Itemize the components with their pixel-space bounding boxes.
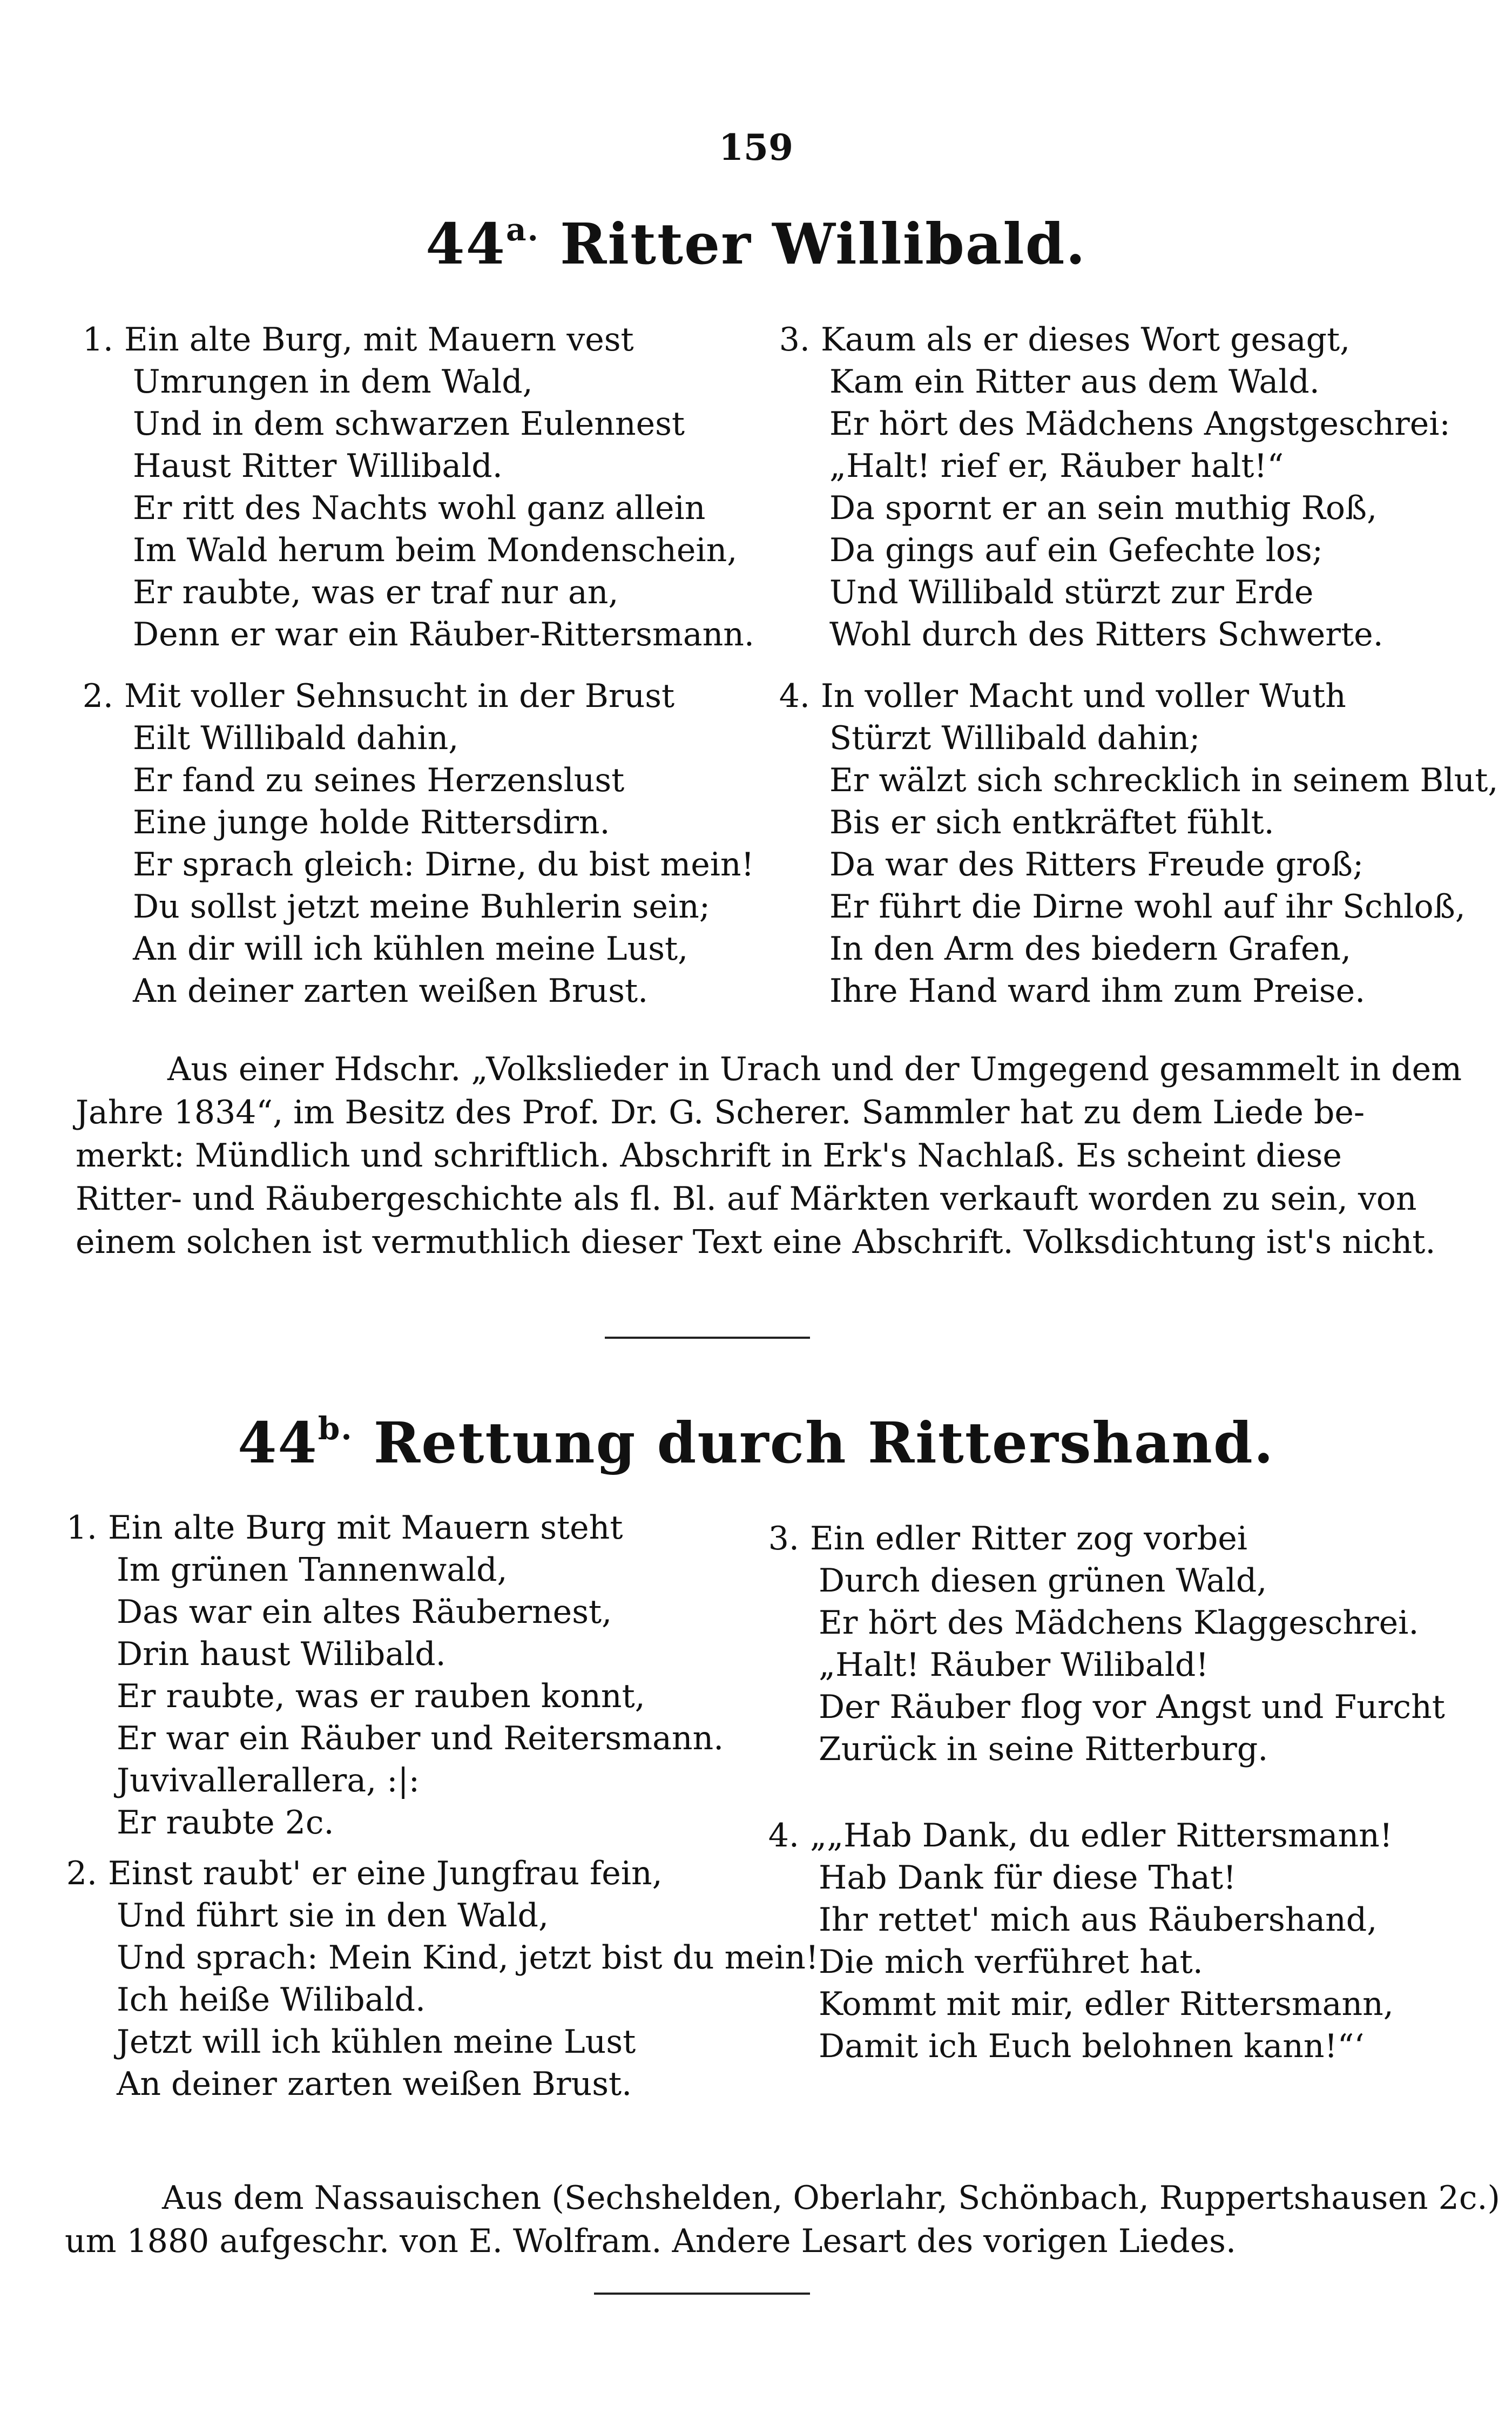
verse-line: Er war ein Räuber und Reitersmann. <box>117 1720 724 1757</box>
verse-line: Denn er war ein Räuber-Rittersmann. <box>133 616 754 653</box>
verse-line: In voller Macht und voller Wuth <box>821 677 1346 715</box>
stanza-number: 3. <box>779 321 810 359</box>
verse-line: Kaum als er dieses Wort gesagt, <box>821 321 1351 359</box>
stanza-number: 4. <box>779 677 810 715</box>
verse-line: An dir will ich kühlen meine Lust, <box>133 930 688 968</box>
verse-line: Und führt sie in den Wald, <box>117 1897 549 1934</box>
song-title-text: Rettung durch Rittershand. <box>373 1410 1274 1476</box>
stanza-44b-4 <box>767 1815 1394 2067</box>
verse-line: Er hört des Mädchens Angstgeschrei: <box>829 405 1450 443</box>
verse-line: Jetzt will ich kühlen meine Lust <box>117 2023 636 2061</box>
verse-line: Er raubte, was er rauben konnt, <box>117 1677 645 1715</box>
verse-line: Durch diesen grünen Wald, <box>819 1562 1267 1600</box>
verse-line: Du sollst jetzt meine Buhlerin sein; <box>133 888 710 926</box>
verse-line: Eine junge holde Rittersdirn. <box>133 804 610 841</box>
verse-line: Einst raubt' er eine Jungfrau fein, <box>108 1855 663 1892</box>
verse-line: Und Willibald stürzt zur Erde <box>829 574 1314 611</box>
verse-line: Er raubte 2c. <box>117 1804 334 1842</box>
verse-line: Zurück in seine Ritterburg. <box>819 1730 1268 1768</box>
song-title-text: Ritter Willibald. <box>560 211 1086 277</box>
song-suffix: a. <box>506 211 539 248</box>
verse-line: Kam ein Ritter aus dem Wald. <box>829 363 1320 401</box>
song-number: 44 <box>426 211 506 277</box>
verse-line: Er ritt des Nachts wohl ganz allein <box>133 489 706 527</box>
note-line: um 1880 aufgeschr. von E. Wolfram. Andere Lesart des vorigen Liedes. <box>65 2222 1237 2260</box>
verse-line: Wohl durch des Ritters Schwerte. <box>829 616 1383 653</box>
verse-line: Umrungen in dem Wald, <box>133 363 533 401</box>
note-line: Aus dem Nassauischen (Sechshelden, Oberlahr, Schönbach, Ruppertshausen 2c.) <box>162 2179 1500 2217</box>
verse-line: Ihre Hand ward ihm zum Preise. <box>829 972 1366 1010</box>
stanza-number: 2. <box>66 1855 97 1892</box>
song-title-44b <box>0 1410 1512 1476</box>
verse-line: „Halt! rief er, Räuber halt!“ <box>829 447 1284 485</box>
note-line: einem solchen ist vermuthlich dieser Text eine Abschrift. Volksdichtung ist's nicht. <box>76 1223 1436 1261</box>
verse-line: Im grünen Tannenwald, <box>117 1551 508 1589</box>
source-note-44b <box>65 2176 1500 2263</box>
note-line: Jahre 1834“, im Besitz des Prof. Dr. G. Scherer. Sammler hat zu dem Liede be- <box>76 1094 1365 1131</box>
source-note-44a <box>76 1048 1462 1264</box>
stanza-44a-2 <box>81 675 754 1012</box>
verse-line: Er sprach gleich: Dirne, du bist mein! <box>133 846 754 884</box>
verse-line: Da gings auf ein Gefechte los; <box>829 531 1323 569</box>
verse-line: Da spornt er an sein muthig Roß, <box>829 489 1378 527</box>
stanza-44a-3 <box>778 319 1450 656</box>
verse-line: Kommt mit mir, edler Rittersmann, <box>819 1985 1394 2023</box>
stanza-number: 2. <box>82 677 113 715</box>
stanza-44b-2 <box>65 1852 819 2105</box>
section-divider <box>605 1337 810 1339</box>
verse-line: Bis er sich entkräftet fühlt. <box>829 804 1274 841</box>
verse-line: An deiner zarten weißen Brust. <box>133 972 649 1010</box>
verse-line: Ein alte Burg, mit Mauern vest <box>124 321 634 359</box>
page-number: 159 <box>719 126 793 168</box>
verse-line: Und in dem schwarzen Eulennest <box>133 405 685 443</box>
verse-line: Er raubte, was er traf nur an, <box>133 574 619 611</box>
verse-line: Im Wald herum beim Mondenschein, <box>133 531 738 569</box>
verse-line: „„Hab Dank, du edler Rittersmann! <box>810 1817 1393 1855</box>
song-suffix: b. <box>318 1410 353 1447</box>
stanza-44b-3 <box>767 1518 1445 1770</box>
verse-line: Er wälzt sich schrecklich in seinem Blut, <box>829 761 1498 799</box>
verse-line: Ihr rettet' mich aus Räubershand, <box>819 1901 1378 1939</box>
verse-line: Eilt Willibald dahin, <box>133 719 459 757</box>
stanza-number: 3. <box>768 1520 799 1558</box>
stanza-44a-4 <box>778 675 1498 1012</box>
verse-line: Hab Dank für diese That! <box>819 1859 1237 1897</box>
note-line: Aus einer Hdschr. „Volkslieder in Urach und der Umgegend gesammelt in dem <box>167 1050 1462 1088</box>
verse-line: Damit ich Euch belohnen kann!“‘ <box>819 2027 1365 2065</box>
stanza-number: 1. <box>82 321 113 359</box>
verse-line: Er führt die Dirne wohl auf ihr Schloß, <box>829 888 1466 926</box>
verse-line: Der Räuber flog vor Angst und Furcht <box>819 1688 1445 1726</box>
verse-line: Ich heiße Wilibald. <box>117 1981 426 2019</box>
stanza-44b-1 <box>65 1507 724 1844</box>
verse-line: Er fand zu seines Herzenslust <box>133 761 625 799</box>
verse-line: Stürzt Willibald dahin; <box>829 719 1200 757</box>
song-number: 44 <box>238 1410 318 1476</box>
song-title-44a <box>0 211 1512 277</box>
verse-line: Ein alte Burg mit Mauern steht <box>108 1509 623 1547</box>
verse-line: Juvivallerallera, :|: <box>117 1762 420 1799</box>
note-line: Ritter- und Räubergeschichte als fl. Bl. auf Märkten verkauft worden zu sein, von <box>76 1180 1417 1218</box>
note-line: merkt: Mündlich und schriftlich. Abschrift in Erk's Nachlaß. Es scheint diese <box>76 1137 1342 1175</box>
verse-line: In den Arm des biedern Grafen, <box>829 930 1352 968</box>
verse-line: Mit voller Sehnsucht in der Brust <box>124 677 675 715</box>
verse-line: Das war ein altes Räubernest, <box>117 1593 612 1631</box>
verse-line: Ein edler Ritter zog vorbei <box>810 1520 1247 1558</box>
verse-line: Haust Ritter Willibald. <box>133 447 503 485</box>
section-divider <box>594 2293 810 2295</box>
verse-line: „Halt! Räuber Wilibald! <box>819 1646 1209 1684</box>
verse-line: Er hört des Mädchens Klaggeschrei. <box>819 1604 1419 1642</box>
stanza-number: 1. <box>66 1509 97 1547</box>
verse-line: Und sprach: Mein Kind, jetzt bist du mein! <box>117 1939 819 1977</box>
stanza-number: 4. <box>768 1817 799 1855</box>
verse-line: Die mich verführet hat. <box>819 1943 1203 1981</box>
verse-line: Da war des Ritters Freude groß; <box>829 846 1364 884</box>
verse-line: Drin haust Wilibald. <box>117 1635 446 1673</box>
stanza-44a-1 <box>81 319 754 656</box>
verse-line: An deiner zarten weißen Brust. <box>117 2065 632 2103</box>
